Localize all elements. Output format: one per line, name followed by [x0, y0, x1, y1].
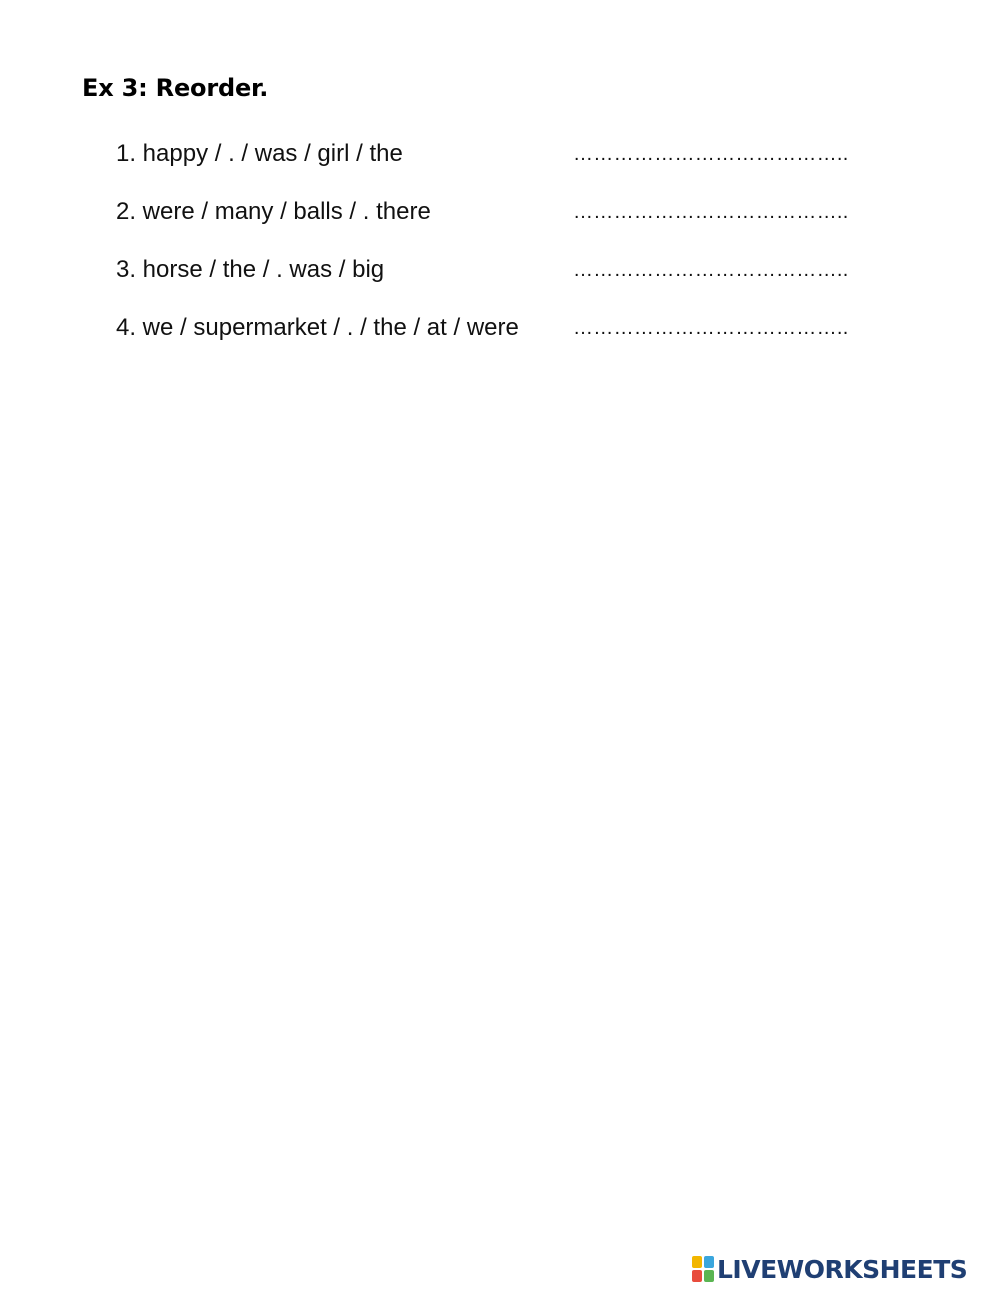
reorder-item [116, 196, 916, 228]
item-prompt: 4. we / supermarket / . / the / at / were [116, 314, 519, 341]
liveworksheets-logo-icon [692, 1256, 714, 1282]
reorder-item [116, 254, 916, 286]
reorder-item [116, 312, 916, 344]
logo-text: LIVEWORKSHEETS [717, 1254, 968, 1284]
item-prompt: 2. were / many / balls / . there [116, 198, 431, 225]
liveworksheets-logo[interactable] [692, 1254, 967, 1284]
answer-blank[interactable]: ………………………………….. [573, 143, 849, 165]
item-prompt: 3. horse / the / . was / big [116, 256, 385, 283]
answer-blank[interactable]: ………………………………….. [573, 201, 849, 223]
exercise-title: Ex 3: Reorder. [82, 74, 269, 102]
answer-blank[interactable]: ………………………………….. [573, 317, 849, 339]
answer-blank[interactable]: ………………………………….. [573, 259, 849, 281]
reorder-item [116, 138, 916, 170]
item-prompt: 1. happy / . / was / girl / the [116, 140, 403, 167]
